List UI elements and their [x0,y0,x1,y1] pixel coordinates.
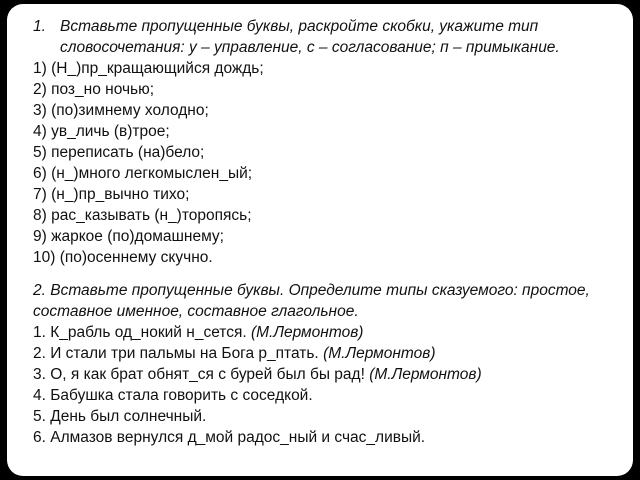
task-1-item: 7) (н_)пр_вычно тихо; [33,186,190,203]
task-1-item: 6) (н_)много легкомыслен_ый; [33,165,253,182]
task-2-item [33,385,623,406]
task-1-list [33,58,623,268]
task-1-title [33,16,623,58]
task-1-item: 1) (Н_)пр_кращающийся дождь; [33,60,264,77]
task-2-item [33,322,623,343]
task-2-instructions: 2. Вставьте пропущенные буквы. Определите типы сказуемого: простое, составное именное, составное глагольное. [33,282,590,320]
sentence-text: 1. К_рабль од_нокий н_сется. [33,324,251,341]
sentence-text: 6. Алмазов вернулся д_мой радос_ный и счас_ливый. [33,429,426,446]
task-1-item: 3) (по)зимнему холодно; [33,102,209,119]
sentence-text: 4. Бабушка стала говорить с соседкой. [33,387,313,404]
task-2-item [33,427,623,448]
task-1-number: 1. [33,18,46,35]
sentence-text: 3. О, я как брат обнят_ся с бурей был бы рад! [33,366,370,383]
sentence-source: (М.Лермонтов) [250,324,364,341]
section-spacer [33,268,623,280]
exercise-text [33,16,623,448]
task-2-item [33,406,623,427]
task-2-list [33,322,623,448]
task-2-item [33,364,623,385]
task-1-item: 5) переписать (на)бело; [33,144,205,161]
task-1-item: 8) рас_казывать (н_)торопясь; [33,207,252,224]
sentence-text: 5. День был солнечный. [33,408,207,425]
sentence-source: (М.Лермонтов) [323,345,436,362]
task-1-instructions: Вставьте пропущенные буквы, раскройте скобки, укажите тип словосочетания: у – управление, с – согласование; п – примыкание. [60,18,560,56]
task-2-item [33,343,623,364]
task-1-item: 4) ув_личь (в)трое; [33,123,170,140]
sentence-source: (М.Лермонтов) [369,366,482,383]
document-page [7,4,633,476]
task-1-item: 2) поз_но ночью; [33,81,155,98]
task-1-item: 9) жаркое (по)домашнему; [33,228,224,245]
task-1-item: 10) (по)осеннему скучно. [33,249,213,266]
sentence-text: 2. И стали три пальмы на Бога р_птать. [33,345,324,362]
